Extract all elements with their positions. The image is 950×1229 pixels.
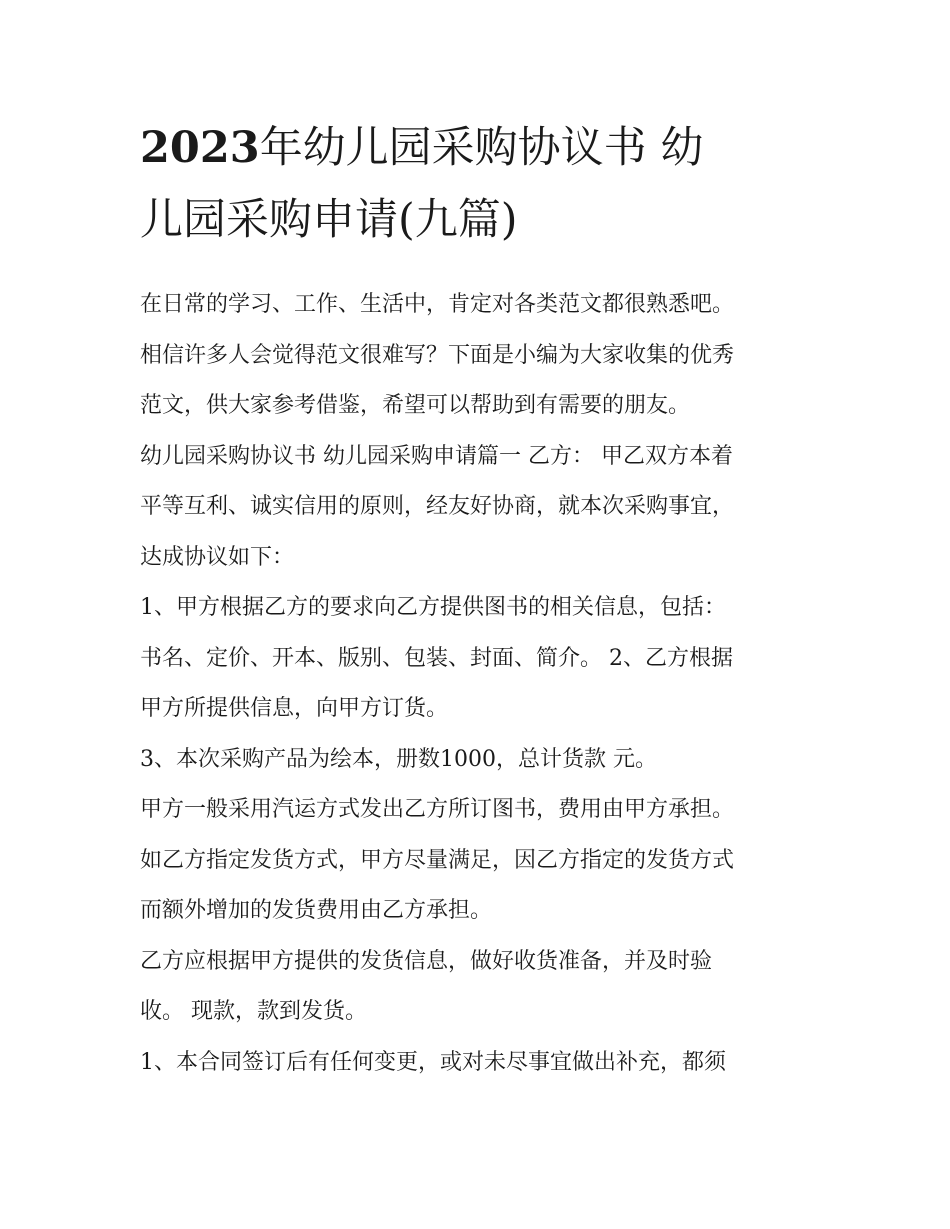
body-line-12: 如乙方指定发货方式，甲方尽量满足，因乙方指定的发货方式 [140,847,735,873]
body-line-16: 1、本合同签订后有任何变更，或对未尽事宜做出补充，都须 [140,1049,726,1075]
body-line-8: 书名、定价、开本、版别、包装、封面、简介。 2、乙方根据 [140,645,733,671]
body-line-3: 范文，供大家参考借鉴，希望可以帮助到有需要的朋友。 [140,393,691,418]
title-line1-rest: 年幼儿园采购协议书 幼 [259,123,704,173]
body-line-2: 相信许多人会觉得范文很难写？下面是小编为大家收集的优秀 [140,342,735,368]
body-line-7: 1、甲方根据乙方的要求向乙方提供图书的相关信息，包括： [140,595,726,620]
body-line-9: 甲方所提供信息，向甲方订货。 [140,696,449,721]
title-year: 2023 [140,123,260,173]
body-line-1: 在日常的学习、工作、生活中，肯定对各类范文都很熟悉吧。 [140,292,735,317]
body-line-6: 达成协议如下： [140,544,295,570]
body-line-13: 而额外增加的发货费用由乙方承担。 [140,898,493,923]
document-title [140,112,820,256]
document-body [140,280,830,1088]
body-line-4: 幼儿园采购协议书 幼儿园采购申请篇一 乙方： 甲乙双方本着 [140,443,733,469]
body-line-10: 3、本次采购产品为绘本，册数1000，总计货款 元。 [140,746,657,772]
body-line-11: 甲方一般采用汽运方式发出乙方所订图书，费用由甲方承担。 [140,797,735,822]
title-line2: 儿园采购申请(九篇) [140,195,518,245]
body-line-15: 收。 现款，款到发货。 [140,999,367,1024]
body-line-5: 平等互利、诚实信用的原则，经友好协商，就本次采购事宜， [140,494,735,519]
body-line-14: 乙方应根据甲方提供的发货信息，做好收货准备，并及时验 [140,948,713,974]
